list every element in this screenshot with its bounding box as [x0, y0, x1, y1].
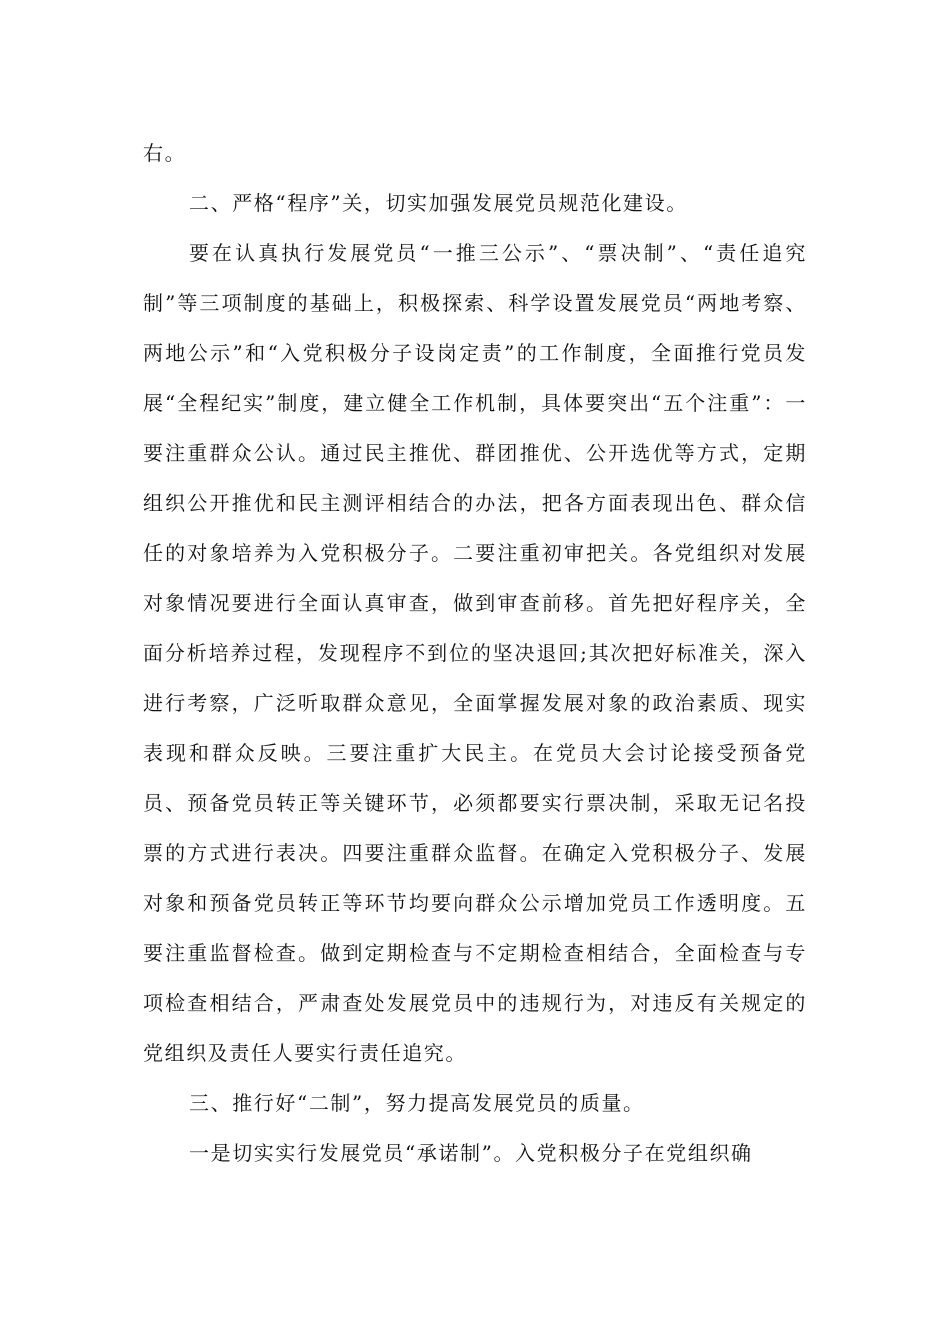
section-heading-2: 二、严格“程序”关，切实加强发展党员规范化建设。 — [189, 191, 688, 215]
paragraph-section-2-body: 要在认真执行发展党员“一推三公示”、“票决制”、“责任追究制”等三项制度的基础上，积极探索、科学设置发展党员“两地考察、两地公示”和“入党积极分子设岗定责”的工作制度，全面推行党员发展“全程纪实”制度，建立健全工作机制，具体要突出“五个注重”：一要注重群众公认。通过民主推优、群团推优、公开选优等方式，定期组织公开推优和民主测评相结合的办法，把各方面表现出色、群众信任的对象培养为入党积极分子。二要注重初审把关。各党组织对发展对象情况要进行全面认真审查，做到审查前移。首先把好程序关，全面分析培养过程，发现程序不到位的坚决退回;其次把好标准关，深入进行考察，广泛听取群众意见，全面掌握发展对象的政治素质、现实表现和群众反映。三要注重扩大民主。在党员大会讨论接受预备党员、预备党员转正等关键环节，必须都要实行票决制，采取无记名投票的方式进行表决。四要注重群众监督。在确定入党积极分子、发展对象和预备党员转正等环节均要向群众公示增加党员工作透明度。五要注重监督检查。做到定期检查与不定期检查相结合，全面检查与专项检查相结合，严肃查处发展党员中的违规行为，对违反有关规定的党组织及责任人要实行责任追究。 — [143, 241, 807, 1065]
paragraph-continuation: 右。 — [143, 141, 187, 165]
paragraph-section-3-body: 一是切实实行发展党员“承诺制”。入党积极分子在党组织确 — [189, 1141, 753, 1165]
section-heading-3: 三、推行好“二制”，努力提高发展党员的质量。 — [189, 1091, 645, 1115]
document-body — [143, 128, 807, 1178]
